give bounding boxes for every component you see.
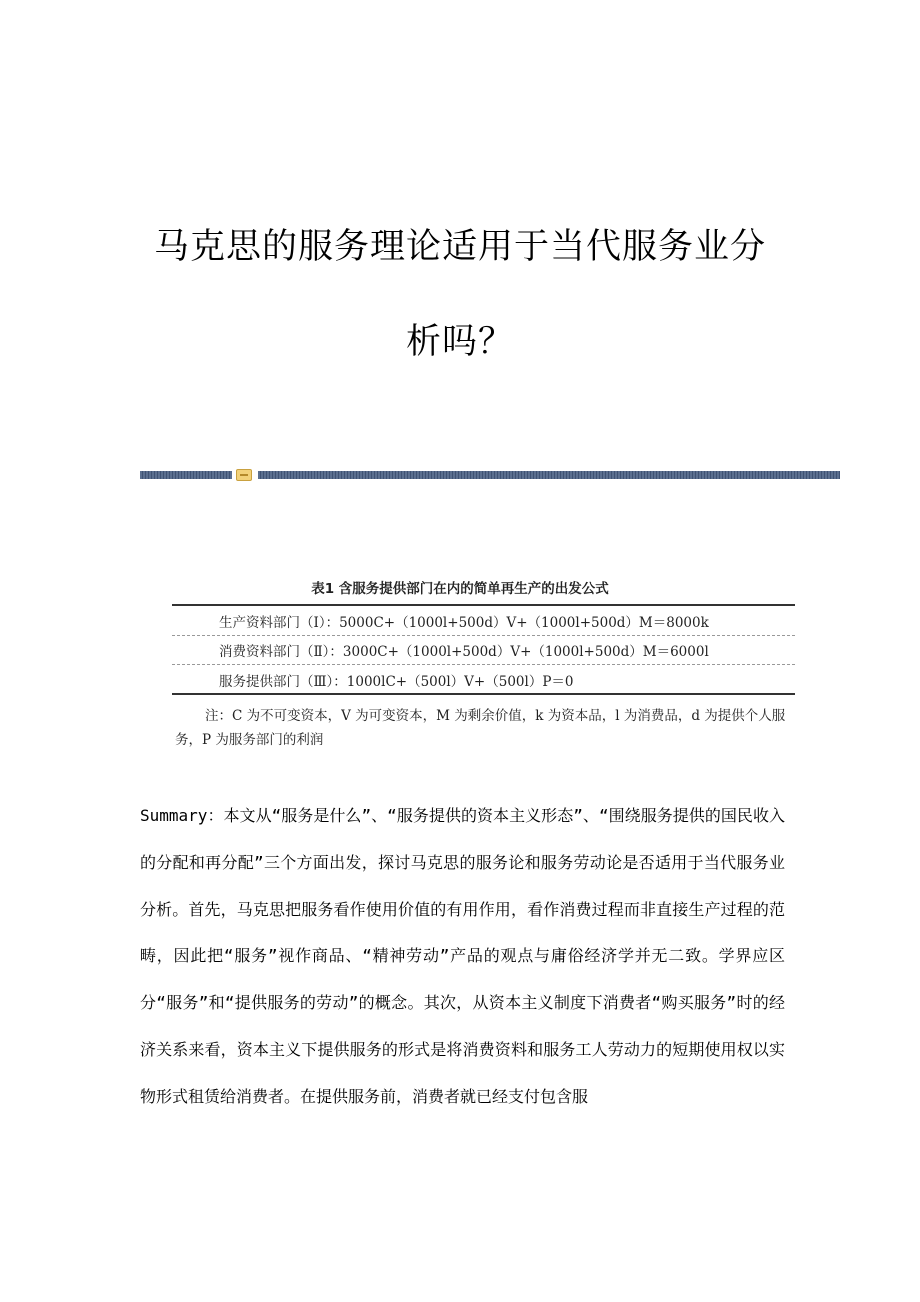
table-caption: 表1 含服务提供部门在内的简单再生产的出发公式 — [311, 581, 609, 597]
section-divider-left — [140, 471, 232, 479]
summary-paragraph: Summary：本文从“服务是什么”、“服务提供的资本主义形态”、“围绕服务提供的国民收入的分配和再分配”三个方面出发，探讨马克思的服务论和服务劳动论是否适用于当代服务业分析。首先，马克思把服务看作使用价值的有用作用，看作消费过程而非直接生产过程的范畴，因此把“服务”视作商品、“精神劳动”产品的观点与庸俗经济学并无二致。学界应区分“服务”和“提供服务的劳动”的概念。其次，从资本主义制度下消费者“购买服务”时的经济关系来看，资本主义下提供服务的形式是将消费资料和服务工人劳动力的短期使用权以实物形式租赁给消费者。在提供服务前，消费者就已经支付包含服 — [140, 806, 785, 1106]
table-bottom-rule — [172, 693, 795, 695]
table-row: 消费资料部门（Ⅱ）：3000C+（1000l+500d）V+（1000l+500d）M＝6000l — [219, 644, 709, 660]
table-row-separator — [172, 664, 795, 665]
table-top-rule — [172, 604, 795, 606]
table-row: 生产资料部门（Ⅰ）：5000C+（1000l+500d）V+（1000l+500d）M＝8000k — [219, 615, 709, 631]
table-row-separator — [172, 635, 795, 636]
document-title-line-2: 析吗？ — [405, 322, 514, 362]
section-divider-right — [258, 471, 840, 479]
table-note: 注：C 为不可变资本，V 为可变资本，M 为剩余价值，k 为资本品，l 为消费品，d 为提供个人服务，P 为服务部门的利润 — [175, 708, 786, 748]
table-row: 服务提供部门（Ⅲ）：1000lC+（500l）V+（500l）P＝0 — [219, 674, 574, 690]
document-title-line-1: 马克思的服务理论适用于当代服务业分 — [153, 227, 766, 267]
divider-ornament-icon — [236, 469, 252, 481]
